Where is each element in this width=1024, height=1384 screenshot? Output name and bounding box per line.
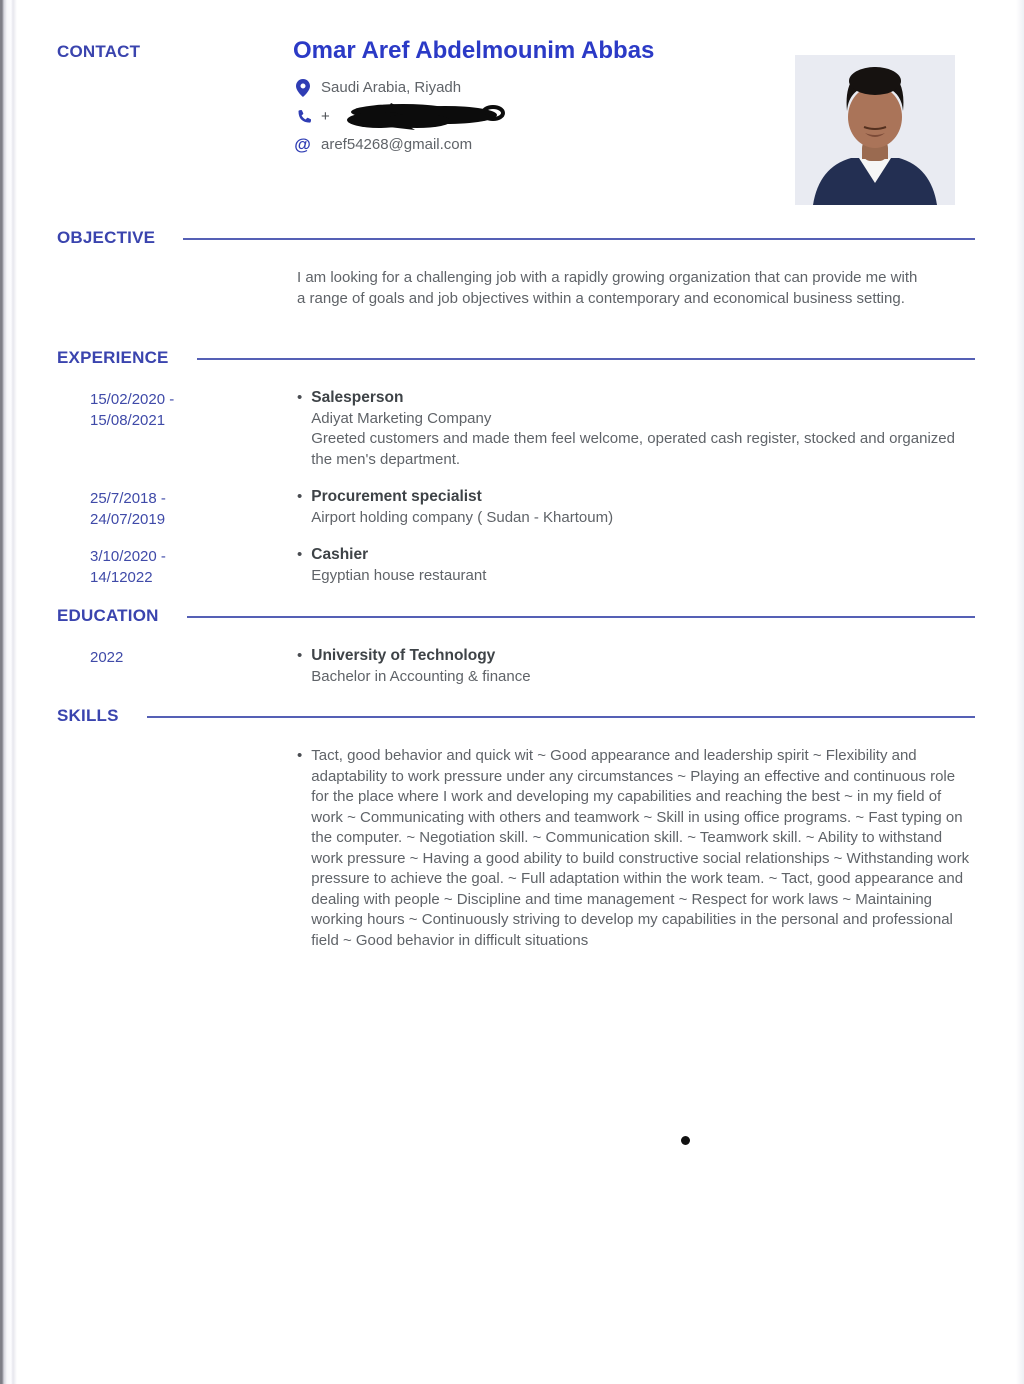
skills-rule: [147, 716, 975, 718]
education-year: 2022: [90, 649, 124, 666]
bullet-icon: •: [297, 488, 303, 505]
skills-text: Tact, good behavior and quick wit ~ Good appearance and leadership spirit ~ Flexibility and adaptability to work pressure under any circumstances ~ Playing an effective and continuous role for the place where I work and developing my capabilities and reaching the best ~ in my field of work ~ Communicating with others and teamwork ~ Skill in using office programs. ~ Fast typing on the computer. ~ Negotiation skill. ~ Communication skill. ~ Teamwork skill. ~ Ability to withstand work pressure ~ Having a good ability to build constructive social relationships ~ Withstanding work pressure to achieve the goal. ~ Full adaptation within the work team. ~ Tact, good appearance and dealing with people ~ Discipline and time management ~ Respect for work laws ~ Maintaining working hours ~ Continuously striving to develop my capabilities in the personal and professional field ~ Good behavior in difficult situations: [311, 747, 970, 949]
contact-block: [293, 36, 763, 158]
education-section-header: [57, 606, 975, 626]
experience-title: EXPERIENCE: [57, 348, 169, 367]
job-date-to: 15/08/2021: [90, 412, 166, 429]
job-company: Adiyat Marketing Company: [311, 409, 492, 427]
job-dates: [90, 546, 280, 588]
email-text: aref54268@gmail.com: [321, 136, 473, 153]
job-date-from: 3/10/2020 -: [90, 548, 166, 565]
skills-entry: [297, 746, 972, 951]
education-body: [311, 646, 972, 687]
job-company: Airport holding company ( Sudan - Khartoum): [311, 508, 614, 526]
bullet-icon: •: [297, 647, 303, 664]
job-title: Procurement specialist: [311, 488, 482, 505]
location-pin-icon: [293, 79, 312, 97]
bullet-icon: •: [297, 747, 303, 764]
job-entry: [297, 545, 972, 586]
skills-title: SKILLS: [57, 706, 119, 725]
job-date-to: 24/07/2019: [90, 511, 166, 528]
job-company: Egyptian house restaurant: [311, 566, 487, 584]
objective-rule: [183, 238, 975, 240]
phone-redaction-scribble: [341, 101, 509, 131]
job-title: Cashier: [311, 546, 369, 563]
phone-row: [293, 101, 763, 131]
education-entry: [297, 646, 972, 687]
phone-prefix: +: [321, 107, 330, 125]
contact-rows: [293, 74, 763, 158]
stray-ink-dot: [681, 1136, 690, 1145]
job-date-to: 14/12022: [90, 569, 153, 586]
job-body: [311, 487, 972, 528]
bullet-icon: •: [297, 389, 303, 406]
job-date-from: 15/02/2020 -: [90, 391, 175, 408]
scan-edge-left: [0, 0, 17, 1384]
profile-photo: [795, 55, 955, 205]
education-title: EDUCATION: [57, 606, 159, 625]
contact-section-label: CONTACT: [57, 42, 141, 61]
job-entry: [297, 388, 972, 470]
education-degree: Bachelor in Accounting & finance: [311, 667, 531, 685]
objective-text: I am looking for a challenging job with a rapidly growing organization that can provide me with a range of goals and job objectives within a contemporary and economical business setting.: [297, 269, 918, 307]
objective-title: OBJECTIVE: [57, 228, 156, 247]
scan-edge-right: [1016, 0, 1024, 1384]
phone-icon: [293, 108, 312, 124]
person-name: Omar Aref Abdelmounim Abbas: [293, 37, 655, 64]
education-rule: [187, 616, 975, 618]
bullet-icon: •: [297, 546, 303, 563]
location-row: [293, 74, 763, 101]
job-dates: [90, 488, 280, 530]
objective-section-header: [57, 228, 975, 248]
location-text: Saudi Arabia, Riyadh: [321, 79, 462, 96]
experience-section-header: [57, 348, 975, 368]
job-date-from: 25/7/2018 -: [90, 490, 166, 507]
job-dates: [90, 389, 280, 431]
email-row: [293, 131, 763, 158]
experience-rule: [197, 358, 975, 360]
education-school: University of Technology: [311, 647, 496, 664]
job-entry: [297, 487, 972, 528]
job-body: [311, 388, 972, 470]
job-body: [311, 545, 972, 586]
job-title: Salesperson: [311, 389, 404, 406]
at-icon: @: [294, 134, 311, 154]
job-description: Greeted customers and made them feel welcome, operated cash register, stocked and organized the men's department.: [311, 430, 955, 468]
skills-section-header: [57, 706, 975, 726]
